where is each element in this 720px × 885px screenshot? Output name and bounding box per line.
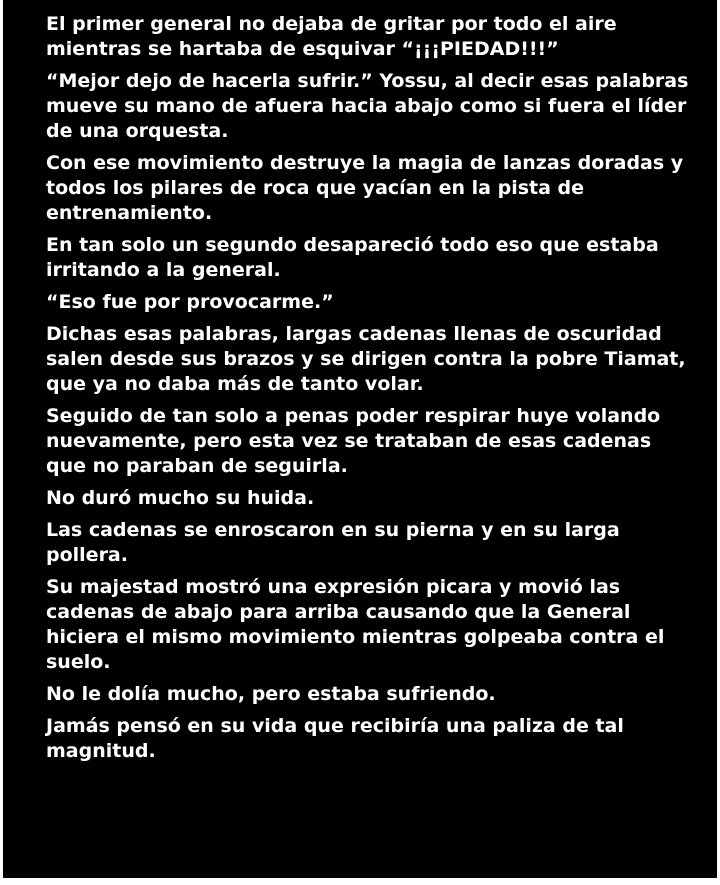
paragraph-2: “Mejor dejo de hacerla sufrir.” Yossu, al decir esas palabras mueve su mano de afuera hacia abajo como si fuera el líder de una orquesta. (46, 70, 689, 142)
paragraph-8: No duró mucho su huida. (46, 487, 315, 509)
paragraph-12: Jamás pensó en su vida que recibiría una paliza de tal magnitud. (46, 715, 624, 762)
paragraph-10: Su majestad mostró una expresión picara y movió las cadenas de abajo para arriba causando que la General hiciera el mismo movimiento mientras golpeaba contra el suelo. (46, 576, 665, 673)
paragraph-1: El primer general no dejaba de gritar por todo el aire mientras se hartaba de esquivar “¡¡¡PIEDAD!!!” (46, 13, 617, 60)
paragraph-5: “Eso fue por provocarme.” (46, 291, 334, 313)
paragraph-7: Seguido de tan solo a penas poder respirar huye volando nuevamente, pero esta vez se trataban de esas cadenas que no paraban de seguirla. (46, 405, 661, 477)
paragraph-6: Dichas esas palabras, largas cadenas llenas de oscuridad salen desde sus brazos y se dirigen contra la pobre Tiamat, que ya no daba más de tanto volar. (46, 323, 686, 395)
paragraph-3: Con ese movimiento destruye la magia de lanzas doradas y todos los pilares de roca que yacían en la pista de entrenamiento. (46, 152, 684, 224)
paragraph-11: No le dolía mucho, pero estaba sufriendo. (46, 683, 496, 705)
text-page (3, 0, 717, 878)
paragraph-9: Las cadenas se enroscaron en su pierna y en su larga pollera. (46, 519, 620, 566)
paragraph-4: En tan solo un segundo desapareció todo eso que estaba irritando a la general. (46, 234, 659, 281)
